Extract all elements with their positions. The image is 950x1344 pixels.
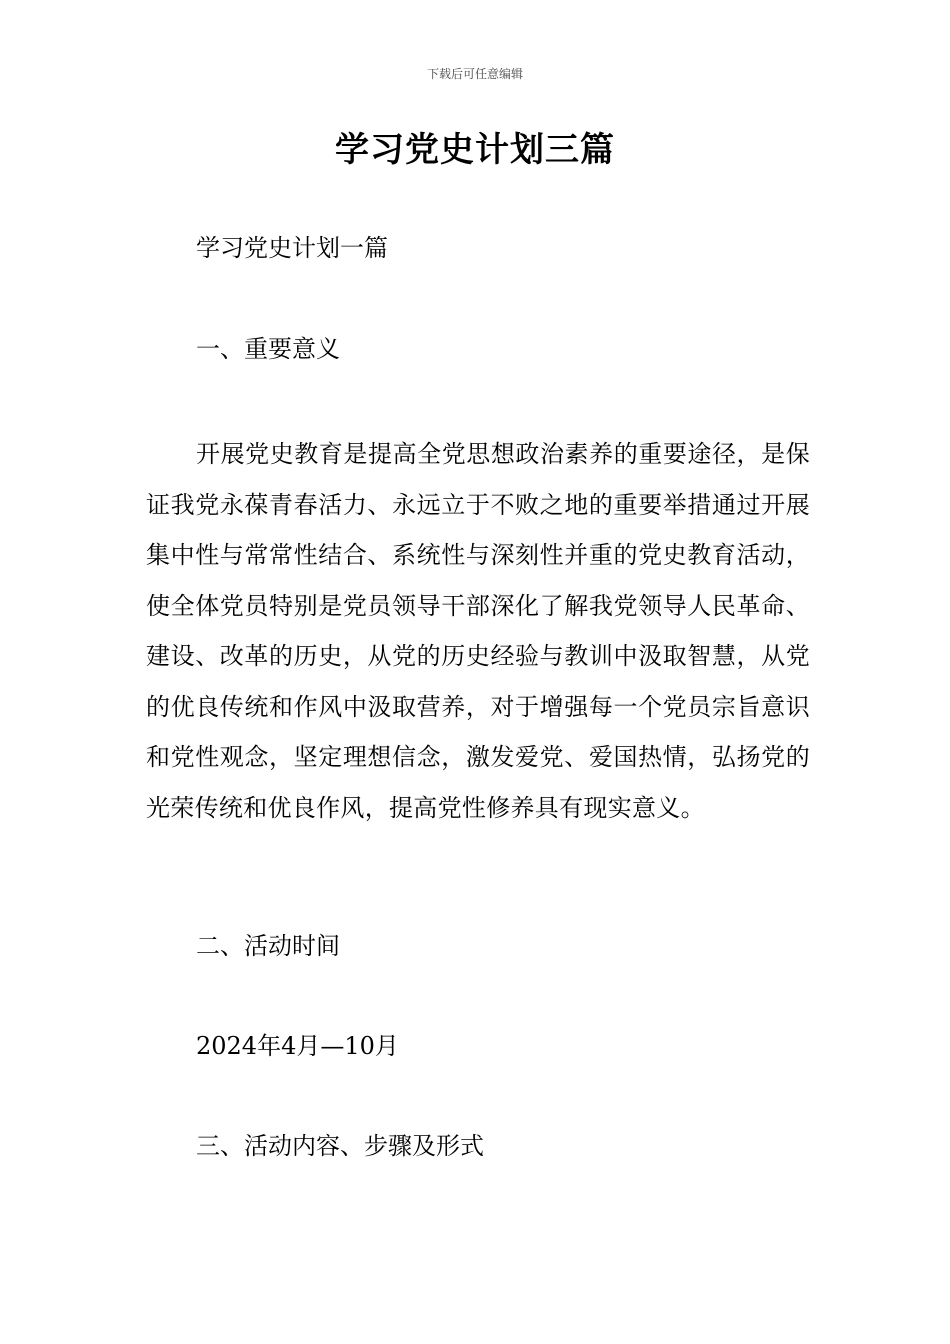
section-heading-content: 三、活动内容、步骤及形式	[196, 1132, 484, 1160]
section-body-time: 2024年4月—10月	[196, 1032, 399, 1060]
document-subtitle: 学习党史计划一篇	[196, 234, 388, 262]
section-body-significance: 开展党史教育是提高全党思想政治素养的重要途径，是保证我党永葆青春活力、永远立于不败之地的重要举措通过开展集中性与常常性结合、系统性与深刻性并重的党史教育活动，使全体党员特别是党员领导干部深化了解我党领导人民革命、建设、改革的历史，从党的历史经验与教训中汲取智慧，从党的优良传统和作风中汲取营养，对于增强每一个党员宗旨意识和党性观念，坚定理想信念，激发爱党、爱国热情，弘扬党的光荣传统和优良作风，提高党性修养具有现实意义。	[146, 440, 810, 822]
document-title: 学习党史计划三篇	[335, 130, 615, 170]
section-heading-time: 二、活动时间	[196, 932, 340, 960]
header-note: 下载后可任意编辑	[426, 67, 523, 81]
section-heading-significance: 一、重要意义	[196, 335, 340, 363]
